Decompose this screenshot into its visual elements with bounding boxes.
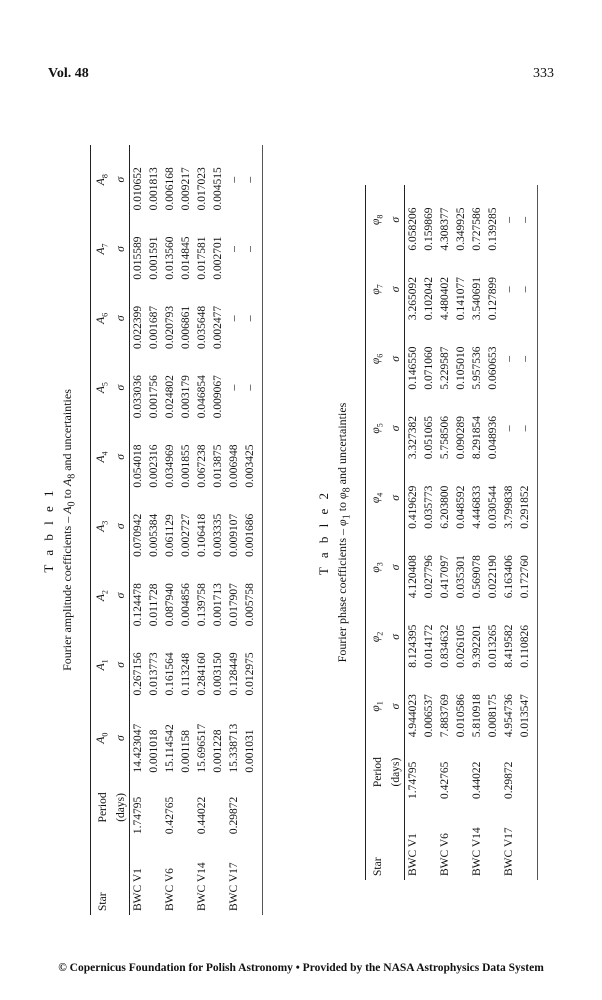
table-row xyxy=(178,145,194,915)
value-cell: 0.569078 xyxy=(471,555,484,599)
column-subheader: σ xyxy=(113,145,130,214)
column-header: $A_1$ xyxy=(91,630,114,699)
column-header: $\varphi_6$ xyxy=(366,324,389,394)
star-cell xyxy=(146,838,162,915)
value-cell: 0.267156 xyxy=(132,652,145,696)
value-cell: 8.124395 xyxy=(407,624,420,668)
table-row xyxy=(501,185,517,880)
column-subheader: (days) xyxy=(388,741,405,803)
value-cell: 0.139285 xyxy=(487,207,500,251)
period-cell xyxy=(453,741,469,803)
footer-credit: © Copernicus Foundation for Polish Astronomy • Provided by the NASA Astrophysics Data System xyxy=(58,962,544,974)
value-cell: 0.001158 xyxy=(180,729,193,773)
value-cell: 4.308377 xyxy=(439,207,452,251)
value-cell: 0.417097 xyxy=(439,555,452,599)
value-cell: 0.009217 xyxy=(180,167,193,211)
table-row xyxy=(162,145,178,915)
table-row xyxy=(517,185,538,880)
period-cell: 1.74795 xyxy=(407,761,420,799)
star-cell xyxy=(421,803,437,880)
value-cell: 0.005384 xyxy=(148,513,161,557)
value-cell: 0.113248 xyxy=(180,652,193,696)
value-cell: – xyxy=(242,214,263,283)
value-cell: 3.265092 xyxy=(407,277,420,321)
value-cell: 3.327382 xyxy=(407,416,420,460)
column-header: $A_5$ xyxy=(91,353,114,422)
value-cell: 0.172760 xyxy=(517,533,538,603)
value-cell: 0.006168 xyxy=(164,167,177,211)
value-cell: 0.146550 xyxy=(407,346,420,390)
column-subheader: σ xyxy=(388,324,405,394)
value-cell: 0.013875 xyxy=(212,444,225,488)
column-subheader: σ xyxy=(113,214,130,283)
value-cell: 4.480402 xyxy=(439,277,452,321)
value-cell: 15.696517 xyxy=(196,723,209,773)
header-row xyxy=(91,145,114,915)
header-row xyxy=(366,185,389,880)
value-cell: 0.006537 xyxy=(423,694,436,738)
value-cell: 0.046854 xyxy=(196,375,209,419)
value-cell: 0.024802 xyxy=(164,375,177,419)
value-cell: – xyxy=(503,216,516,223)
column-header: $A_8$ xyxy=(91,145,114,214)
star-cell: BWC V14 xyxy=(196,862,209,911)
value-cell: 0.110826 xyxy=(517,602,538,672)
column-header: $\varphi_7$ xyxy=(366,255,389,325)
value-cell: 0.002727 xyxy=(180,513,193,557)
value-cell: 0.013547 xyxy=(517,672,538,742)
table-2-block xyxy=(315,185,538,880)
header-row-sigma xyxy=(388,185,405,880)
value-cell: 0.141077 xyxy=(455,277,468,321)
column-subheader: σ xyxy=(113,284,130,353)
value-cell: 0.002316 xyxy=(148,444,161,488)
value-cell: 3.799838 xyxy=(503,485,516,529)
table-row xyxy=(242,145,263,915)
value-cell: 0.008175 xyxy=(487,694,500,738)
value-cell: 14.423047 xyxy=(132,723,145,773)
value-cell: 0.013265 xyxy=(487,624,500,668)
value-cell: – xyxy=(503,286,516,293)
value-cell: 15.338713 xyxy=(228,723,241,773)
value-cell: 0.003179 xyxy=(180,375,193,419)
value-cell: 0.035301 xyxy=(455,555,468,599)
value-cell: – xyxy=(517,394,538,464)
value-cell: 0.001018 xyxy=(148,729,161,773)
value-cell: 0.001713 xyxy=(212,583,225,627)
value-cell: 3.540691 xyxy=(471,277,484,321)
value-cell: 0.022190 xyxy=(487,555,500,599)
value-cell: 0.159869 xyxy=(423,207,436,251)
value-cell: 0.005758 xyxy=(242,561,263,630)
value-cell: 0.014845 xyxy=(180,236,193,280)
table-row xyxy=(146,145,162,915)
value-cell: 9.392201 xyxy=(471,624,484,668)
period-cell xyxy=(210,777,226,839)
value-cell: 0.013560 xyxy=(164,236,177,280)
value-cell: 0.001591 xyxy=(148,236,161,280)
value-cell: 0.106418 xyxy=(196,513,209,557)
value-cell: 0.009067 xyxy=(212,375,225,419)
value-cell: – xyxy=(228,246,241,252)
value-cell: 0.061129 xyxy=(164,514,177,557)
period-cell: 0.44022 xyxy=(471,761,484,799)
value-cell: 4.944023 xyxy=(407,694,420,738)
period-cell: 0.42765 xyxy=(164,796,177,835)
value-cell: – xyxy=(228,384,241,391)
value-cell: 0.054018 xyxy=(132,444,145,488)
star-cell xyxy=(210,838,226,915)
value-cell: 0.284160 xyxy=(196,652,209,696)
value-cell: 0.001813 xyxy=(148,167,161,211)
column-header: $\varphi_8$ xyxy=(366,185,389,255)
value-cell: 0.124478 xyxy=(132,583,145,627)
value-cell: 0.020793 xyxy=(164,305,177,349)
value-cell: 0.090289 xyxy=(455,416,468,460)
value-cell: 6.203800 xyxy=(439,485,452,529)
table-row xyxy=(437,185,453,880)
star-cell xyxy=(485,803,501,880)
value-cell: 0.030544 xyxy=(487,485,500,529)
value-cell: 0.033036 xyxy=(132,375,145,419)
table-row xyxy=(485,185,501,880)
value-cell: 0.003150 xyxy=(212,652,225,696)
value-cell: 0.003335 xyxy=(212,513,225,557)
value-cell: 6.163406 xyxy=(503,555,516,599)
column-header: $A_6$ xyxy=(91,284,114,353)
table-row xyxy=(405,185,422,880)
value-cell: 5.758506 xyxy=(439,416,452,460)
value-cell: 5.810918 xyxy=(471,694,484,738)
page-number: 333 xyxy=(533,66,554,81)
value-cell: 0.017907 xyxy=(228,583,241,627)
value-cell: 0.003425 xyxy=(242,422,263,491)
value-cell: – xyxy=(503,425,516,432)
value-cell: 0.139758 xyxy=(196,583,209,627)
value-cell: 0.035648 xyxy=(196,305,209,349)
column-header: $\varphi_3$ xyxy=(366,533,389,603)
value-cell: 0.010652 xyxy=(132,167,145,211)
star-cell: BWC V17 xyxy=(228,862,241,911)
period-cell xyxy=(421,741,437,803)
period-cell xyxy=(517,741,538,803)
value-cell: 0.014172 xyxy=(423,624,436,668)
value-cell: 6.058206 xyxy=(407,207,420,251)
value-cell: 0.022399 xyxy=(132,305,145,349)
value-cell: 8.419582 xyxy=(503,624,516,668)
value-cell: – xyxy=(228,315,241,322)
value-cell: 0.010586 xyxy=(455,694,468,738)
value-cell: 4.120408 xyxy=(407,555,420,599)
table-1-caption: Fourier amplitude coefficients – $A_0$ to $A_8$ and uncertainties xyxy=(60,389,78,671)
star-cell: BWC V1 xyxy=(132,868,145,911)
value-cell: 0.035773 xyxy=(423,485,436,529)
value-cell: – xyxy=(228,176,241,183)
value-cell: – xyxy=(517,255,538,325)
column-header: $A_4$ xyxy=(91,422,114,491)
star-cell: BWC V6 xyxy=(439,833,452,876)
column-header: $A_0$ xyxy=(91,700,114,777)
star-cell: BWC V1 xyxy=(407,833,420,876)
star-cell xyxy=(178,838,194,915)
value-cell: 5.229587 xyxy=(439,346,452,390)
column-header: $A_2$ xyxy=(91,561,114,630)
column-subheader: (days) xyxy=(113,777,130,839)
table-2-caption: Fourier phase coefficients – $\varphi_1$ to $\varphi_8$ and uncertainties xyxy=(335,402,353,663)
period-cell: 0.29872 xyxy=(503,761,516,799)
value-cell: 0.105010 xyxy=(455,346,468,390)
value-cell: 0.026105 xyxy=(455,624,468,668)
column-subheader: σ xyxy=(388,185,405,255)
value-cell: – xyxy=(242,353,263,422)
column-header: $A_3$ xyxy=(91,492,114,561)
column-subheader xyxy=(388,803,405,880)
star-cell xyxy=(517,803,538,880)
table-row xyxy=(469,185,485,880)
column-header: $\varphi_2$ xyxy=(366,602,389,672)
table-row xyxy=(226,145,242,915)
value-cell: 15.114542 xyxy=(164,724,177,773)
period-cell xyxy=(178,777,194,839)
column-subheader: σ xyxy=(113,353,130,422)
value-cell: 0.067238 xyxy=(196,444,209,488)
column-subheader: σ xyxy=(113,630,130,699)
column-subheader: σ xyxy=(388,602,405,672)
table-row xyxy=(194,145,210,915)
star-cell xyxy=(242,838,263,915)
value-cell: 0.070942 xyxy=(132,513,145,557)
column-subheader: σ xyxy=(388,255,405,325)
table-row xyxy=(210,145,226,915)
amplitude-table xyxy=(90,145,263,915)
column-subheader: σ xyxy=(113,561,130,630)
value-cell: – xyxy=(242,145,263,214)
value-cell: 5.957536 xyxy=(471,346,484,390)
column-subheader: σ xyxy=(113,492,130,561)
value-cell: 0.001756 xyxy=(148,375,161,419)
period-cell: 0.44022 xyxy=(196,796,209,835)
star-cell: BWC V6 xyxy=(164,868,177,911)
value-cell: 0.004515 xyxy=(212,167,225,211)
value-cell: 0.001228 xyxy=(212,729,225,773)
value-cell: 0.004856 xyxy=(180,583,193,627)
value-cell: 0.102042 xyxy=(423,277,436,321)
value-cell: – xyxy=(517,324,538,394)
value-cell: 4.954736 xyxy=(503,694,516,738)
phase-table xyxy=(365,185,538,880)
column-subheader: σ xyxy=(388,533,405,603)
value-cell: 0.002477 xyxy=(212,305,225,349)
column-header: Period xyxy=(91,777,114,839)
period-cell: 0.42765 xyxy=(439,761,452,799)
value-cell: 0.001686 xyxy=(242,492,263,561)
column-subheader: σ xyxy=(388,463,405,533)
column-header: $\varphi_4$ xyxy=(366,463,389,533)
value-cell: – xyxy=(503,356,516,362)
value-cell: 7.883769 xyxy=(439,694,452,738)
star-cell xyxy=(453,803,469,880)
volume-label: Vol. 48 xyxy=(48,66,89,81)
value-cell: 0.017023 xyxy=(196,167,209,211)
column-header: Star xyxy=(366,803,389,880)
column-subheader: σ xyxy=(388,672,405,742)
column-subheader xyxy=(113,838,130,915)
value-cell: 0.013773 xyxy=(148,652,161,696)
value-cell: 0.087940 xyxy=(164,583,177,627)
value-cell: 0.161564 xyxy=(164,652,177,696)
value-cell: 0.048936 xyxy=(487,416,500,460)
column-header: Star xyxy=(91,838,114,915)
table-1-title: T a b l e 1 xyxy=(41,487,56,573)
column-subheader: σ xyxy=(388,394,405,464)
value-cell: 0.002701 xyxy=(212,236,225,280)
value-cell: 0.349925 xyxy=(455,207,468,251)
value-cell: 0.128449 xyxy=(228,652,241,696)
table-row xyxy=(453,185,469,880)
value-cell: 0.051065 xyxy=(423,416,436,460)
table-row xyxy=(421,185,437,880)
column-subheader: σ xyxy=(113,700,130,777)
column-header: $\varphi_5$ xyxy=(366,394,389,464)
value-cell: 0.127899 xyxy=(487,277,500,321)
column-header: Period xyxy=(366,741,389,803)
value-cell: – xyxy=(242,284,263,353)
star-cell: BWC V14 xyxy=(471,827,484,876)
value-cell: 0.419629 xyxy=(407,485,420,529)
value-cell: 0.017581 xyxy=(196,236,209,280)
value-cell: 0.001855 xyxy=(180,444,193,488)
value-cell: 0.015589 xyxy=(132,236,145,280)
value-cell: 0.071060 xyxy=(423,346,436,390)
period-cell xyxy=(146,777,162,839)
column-header: $A_7$ xyxy=(91,214,114,283)
value-cell: 8.291854 xyxy=(471,416,484,460)
header-row-sigma xyxy=(113,145,130,915)
column-header: $\varphi_1$ xyxy=(366,672,389,742)
value-cell: 0.834632 xyxy=(439,624,452,668)
column-subheader: σ xyxy=(113,422,130,491)
table-row xyxy=(130,145,147,915)
value-cell: 0.034969 xyxy=(164,444,177,488)
value-cell: 0.006948 xyxy=(228,444,241,488)
table-2-title: T a b l e 2 xyxy=(316,489,331,576)
value-cell: 0.009107 xyxy=(228,513,241,557)
value-cell: 4.446833 xyxy=(471,485,484,529)
value-cell: – xyxy=(517,185,538,255)
value-cell: 0.012975 xyxy=(242,630,263,699)
value-cell: 0.011728 xyxy=(148,583,161,627)
value-cell: 0.027796 xyxy=(423,555,436,599)
value-cell: 0.060653 xyxy=(487,346,500,390)
table-1-block xyxy=(40,145,263,915)
star-cell: BWC V17 xyxy=(503,827,516,876)
value-cell: 0.727586 xyxy=(471,207,484,251)
value-cell: 0.001031 xyxy=(242,700,263,777)
value-cell: 0.006861 xyxy=(180,305,193,349)
value-cell: 0.048592 xyxy=(455,485,468,529)
period-cell xyxy=(485,741,501,803)
value-cell: 0.291852 xyxy=(517,463,538,533)
value-cell: 0.001687 xyxy=(148,305,161,349)
period-cell: 1.74795 xyxy=(132,796,145,835)
period-cell: 0.29872 xyxy=(228,796,241,835)
period-cell xyxy=(242,777,263,839)
